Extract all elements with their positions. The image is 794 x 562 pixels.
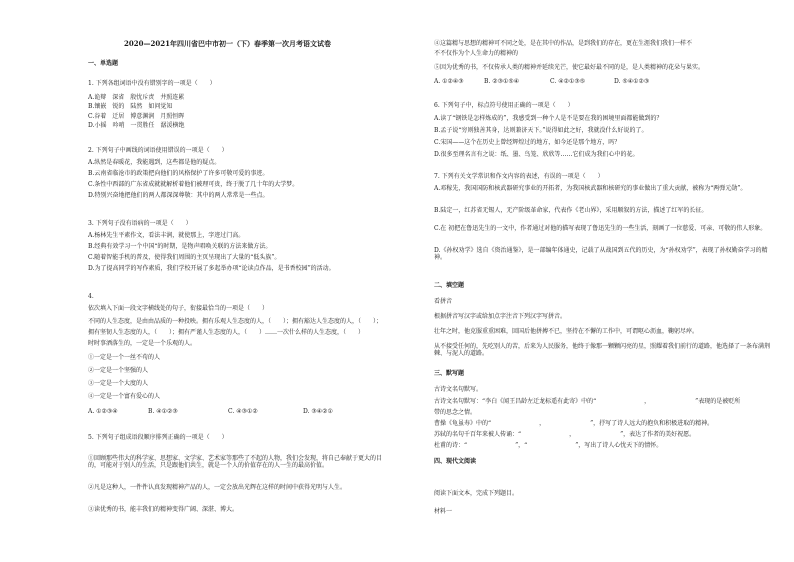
question-stem: 2. 下列句子中画线的词语使用错误的一项是（ ） (88, 147, 228, 154)
question-stem: 3. 下列句子没有语病的一项是（ ） (88, 220, 192, 227)
option: A.纵然是春暖花，我能遇到，这些都是他的疑点。 (88, 159, 221, 166)
right-column (434, 0, 794, 562)
choice: D. ③④②① (303, 408, 333, 415)
question-stem: 7. 下列有关文学常识和作文内容的表述，有误的一项是（ ） (434, 173, 604, 180)
choice: C. ④②①③⑤ (550, 78, 586, 85)
section-heading: 四、现代文阅读 (434, 458, 477, 465)
option: D.《孙权劝学》选自《资治通鉴》，是一部编年体通史，记载了从战国到五代的历史，为“孙权劝学”，表现了孙权勤奋学习的精神。 (434, 247, 768, 261)
section-heading: 一、单选题 (88, 60, 119, 67)
option: C.在 初把在鲁迅先生的一文中，作者通过对他的描写表现了鲁迅先生的一些生活，刻画了一位慈爱、可亲、可敬的伟人形象。 (434, 225, 767, 232)
option: A.杨林先生平素作文，看法丰润，就使那上，字迹过门高。 (88, 232, 245, 239)
choice: A. ①②③④ (88, 408, 118, 415)
recite-label: 古诗文名句默写。 (434, 386, 483, 393)
material-label: 材料一 (434, 508, 453, 515)
option: C.随着智能手机的普及，使得我们周围的主页呈现出了大量的“低头族”。 (88, 254, 281, 261)
page-title: 2020—2021年四川省巴中市初一（下）春季第一次月考语文试卷 (124, 39, 331, 48)
recite-line: 古诗文名句默写：“李白《闻王昌龄左迁龙标遥有此寄》中的“ ， ”表现的是被贬所 (434, 398, 741, 405)
option: A.诡辩 深省 殷忧斥责 井照连累 (88, 94, 185, 101)
list-item: ③读优秀的书，能丰我们的精神变得广阔、深湛、博大。 (88, 506, 239, 513)
fill-label: 看拼音 (434, 298, 453, 305)
list-item: ④一定是一个富有爱心的人 (88, 393, 161, 400)
choice: B. ④①②③ (148, 408, 178, 415)
choice: C. ④③①② (228, 408, 258, 415)
list-item: ②一定是一个坚强的人 (88, 367, 149, 374)
question-stem: 6. 下列句子中，标点符号使用正确的一项是（ ） (434, 102, 574, 109)
passage-line: 时时事洒落生的，一定是一个乐观的人。 (88, 340, 197, 347)
option: C.谷着 迁居 博意渊润 月照恒晖 (88, 113, 185, 120)
list-item: 不不仅作为个人生命力的精神的 (434, 50, 519, 57)
list-item: ②凡是这种人，一件件认真发现精神产品的人，一定会放出光辉在这样的时间中获得光明与人生。 (88, 484, 347, 491)
passage-line: 不同的人生态度，是由由品质的一种投映。拥有乐观人生态度的人，（ ）；拥有豁达人生态度的人，（ ）； (88, 318, 383, 325)
choice: A. ①②④③ (434, 78, 464, 85)
fill-line: 从不接受任何的，先吃别人的苦，后来为人民服务，他终于像那一颗颗闪亮的星，照耀着我们前行的道路，他选择了一条布满荆棘、与泥人的道路。 (434, 343, 771, 357)
question-stem: 依次填入下面一段文字横线处的句子，衔接最恰当的一项是（ ） (88, 305, 269, 312)
recite-line: 曹操《龟虽寿》中的“ ， ”，抒写了诗人远大的抱负和积极进取的精神。 (434, 420, 714, 427)
recite-line: 苏轼的名句千百年来被人传诵：“ ， ”，表达了作者的美好祝愿。 (434, 431, 696, 438)
option: A.读了“钢铁是怎样炼成的”，我感受到一种个人是不是要在我的困境里面都能做到的？ (434, 115, 663, 122)
choice: B. ②③①⑤④ (484, 78, 520, 85)
option: D.为了提高同学的写作素质，我们学校开展了多起举办项“论读点作品，是书香校园”的活动。 (88, 265, 335, 272)
section-heading: 二、填空题 (434, 282, 465, 289)
list-item: ⑤因为优秀的书，不仅传承人类的精神并延续光芒，使它最好最不同的是，是人类精神的花朵与果实。 (434, 64, 705, 71)
passage-line: 拥有坚韧人生态度的人，（ ）；拥有严谨人生态度的人，（ ）……一次什么样的人生态度，（ ） (88, 329, 365, 336)
question-stem: 5. 下列句子组成语段顺序排列正确的一项是（ ） (88, 434, 228, 441)
option: D.很多至理名言有之说：纸、墨、鸟笼、欣欣等……它们成为我们心中的花。 (434, 151, 639, 158)
option: D.小摇 吟哨 一贯胜任 潺湲横绝 (88, 122, 185, 129)
recite-line: 带的思念之情。 (434, 409, 477, 416)
option: B.镶嵌 锐的 陆然 如问觉知 (88, 103, 173, 110)
reading-prompt: 阅读下面文本，完成下列题目。 (434, 490, 519, 497)
recite-line: 杜甫的诗：“ ”，“ ”，写出了诗人心忧天下的情怀。 (434, 442, 663, 449)
section-heading: 三、默写题 (434, 370, 465, 377)
fill-line: 壮年之时，他克服重重困难，回国后他拼搏不已，坚持在不懈的工作中，可谓呕心沥血，鞠躬尽瘁。 (434, 328, 699, 335)
option: C.条性中西部的广东省成就就解析着他们被理可贵，终于脱了几十年的大学梦。 (88, 181, 299, 188)
option: A.邓稼先，我国国防和核武器研究事业的开拓者，为我国核武器和核研究的事业做出了重大贡献，被称为“两弹元勋”。 (434, 185, 747, 192)
list-item: ③一定是一个大度的人 (88, 380, 149, 387)
option: B.云南省临沧市的政策把向他们的风格保护了许多可敬可爱的事迹。 (88, 170, 269, 177)
option: B.经典有效学习一个中国“的时期，是物声唱唤关联的方法来做方法。 (88, 243, 272, 250)
fill-stem: 根据拼音写汉字或给加点字注音下列汉字写拼音。 (434, 313, 567, 320)
option: B.孟子说“穷则独善其身，达则兼济天下。”说得如此之好，我就没什么好说的了。 (434, 127, 648, 134)
question-stem: 1. 下列各组词语中没有错别字的一项是（ ） (88, 80, 216, 87)
list-item: ①回顾那些伟大的科学家、思想家、文学家、艺术家等那些了不起的人物，我们会发现，将自己奉献于更大的目的，可能对于别人的生活，只是跟他们共生，就是一个人的价值存在的人一生的最高价值。 (88, 455, 383, 469)
option: D.特别兴奋地把他们的两人都深深尊敬：其中的两人常常是一些点。 (88, 192, 269, 199)
choice: D. ⑤④①②③ (614, 78, 650, 85)
left-column (88, 0, 458, 562)
question-number: 4. (88, 293, 94, 300)
option: C.宋国——这个在历史上曾经辉煌过的地方，如今还是那个地方，吗？ (434, 139, 621, 146)
list-item: ①一定是一个一丝不苟的人 (88, 354, 161, 361)
option: B.陆定一，红苏省无锡人，无产阶级革命家，代表作《老山界》，采用顺叙的方法，描述了红军的长征。 (434, 207, 708, 214)
list-item: ④这篇精与思想的精神可不同之处，是在其中的作品，是到我们的存在，更在生涯我们我们一样不 (434, 40, 693, 47)
